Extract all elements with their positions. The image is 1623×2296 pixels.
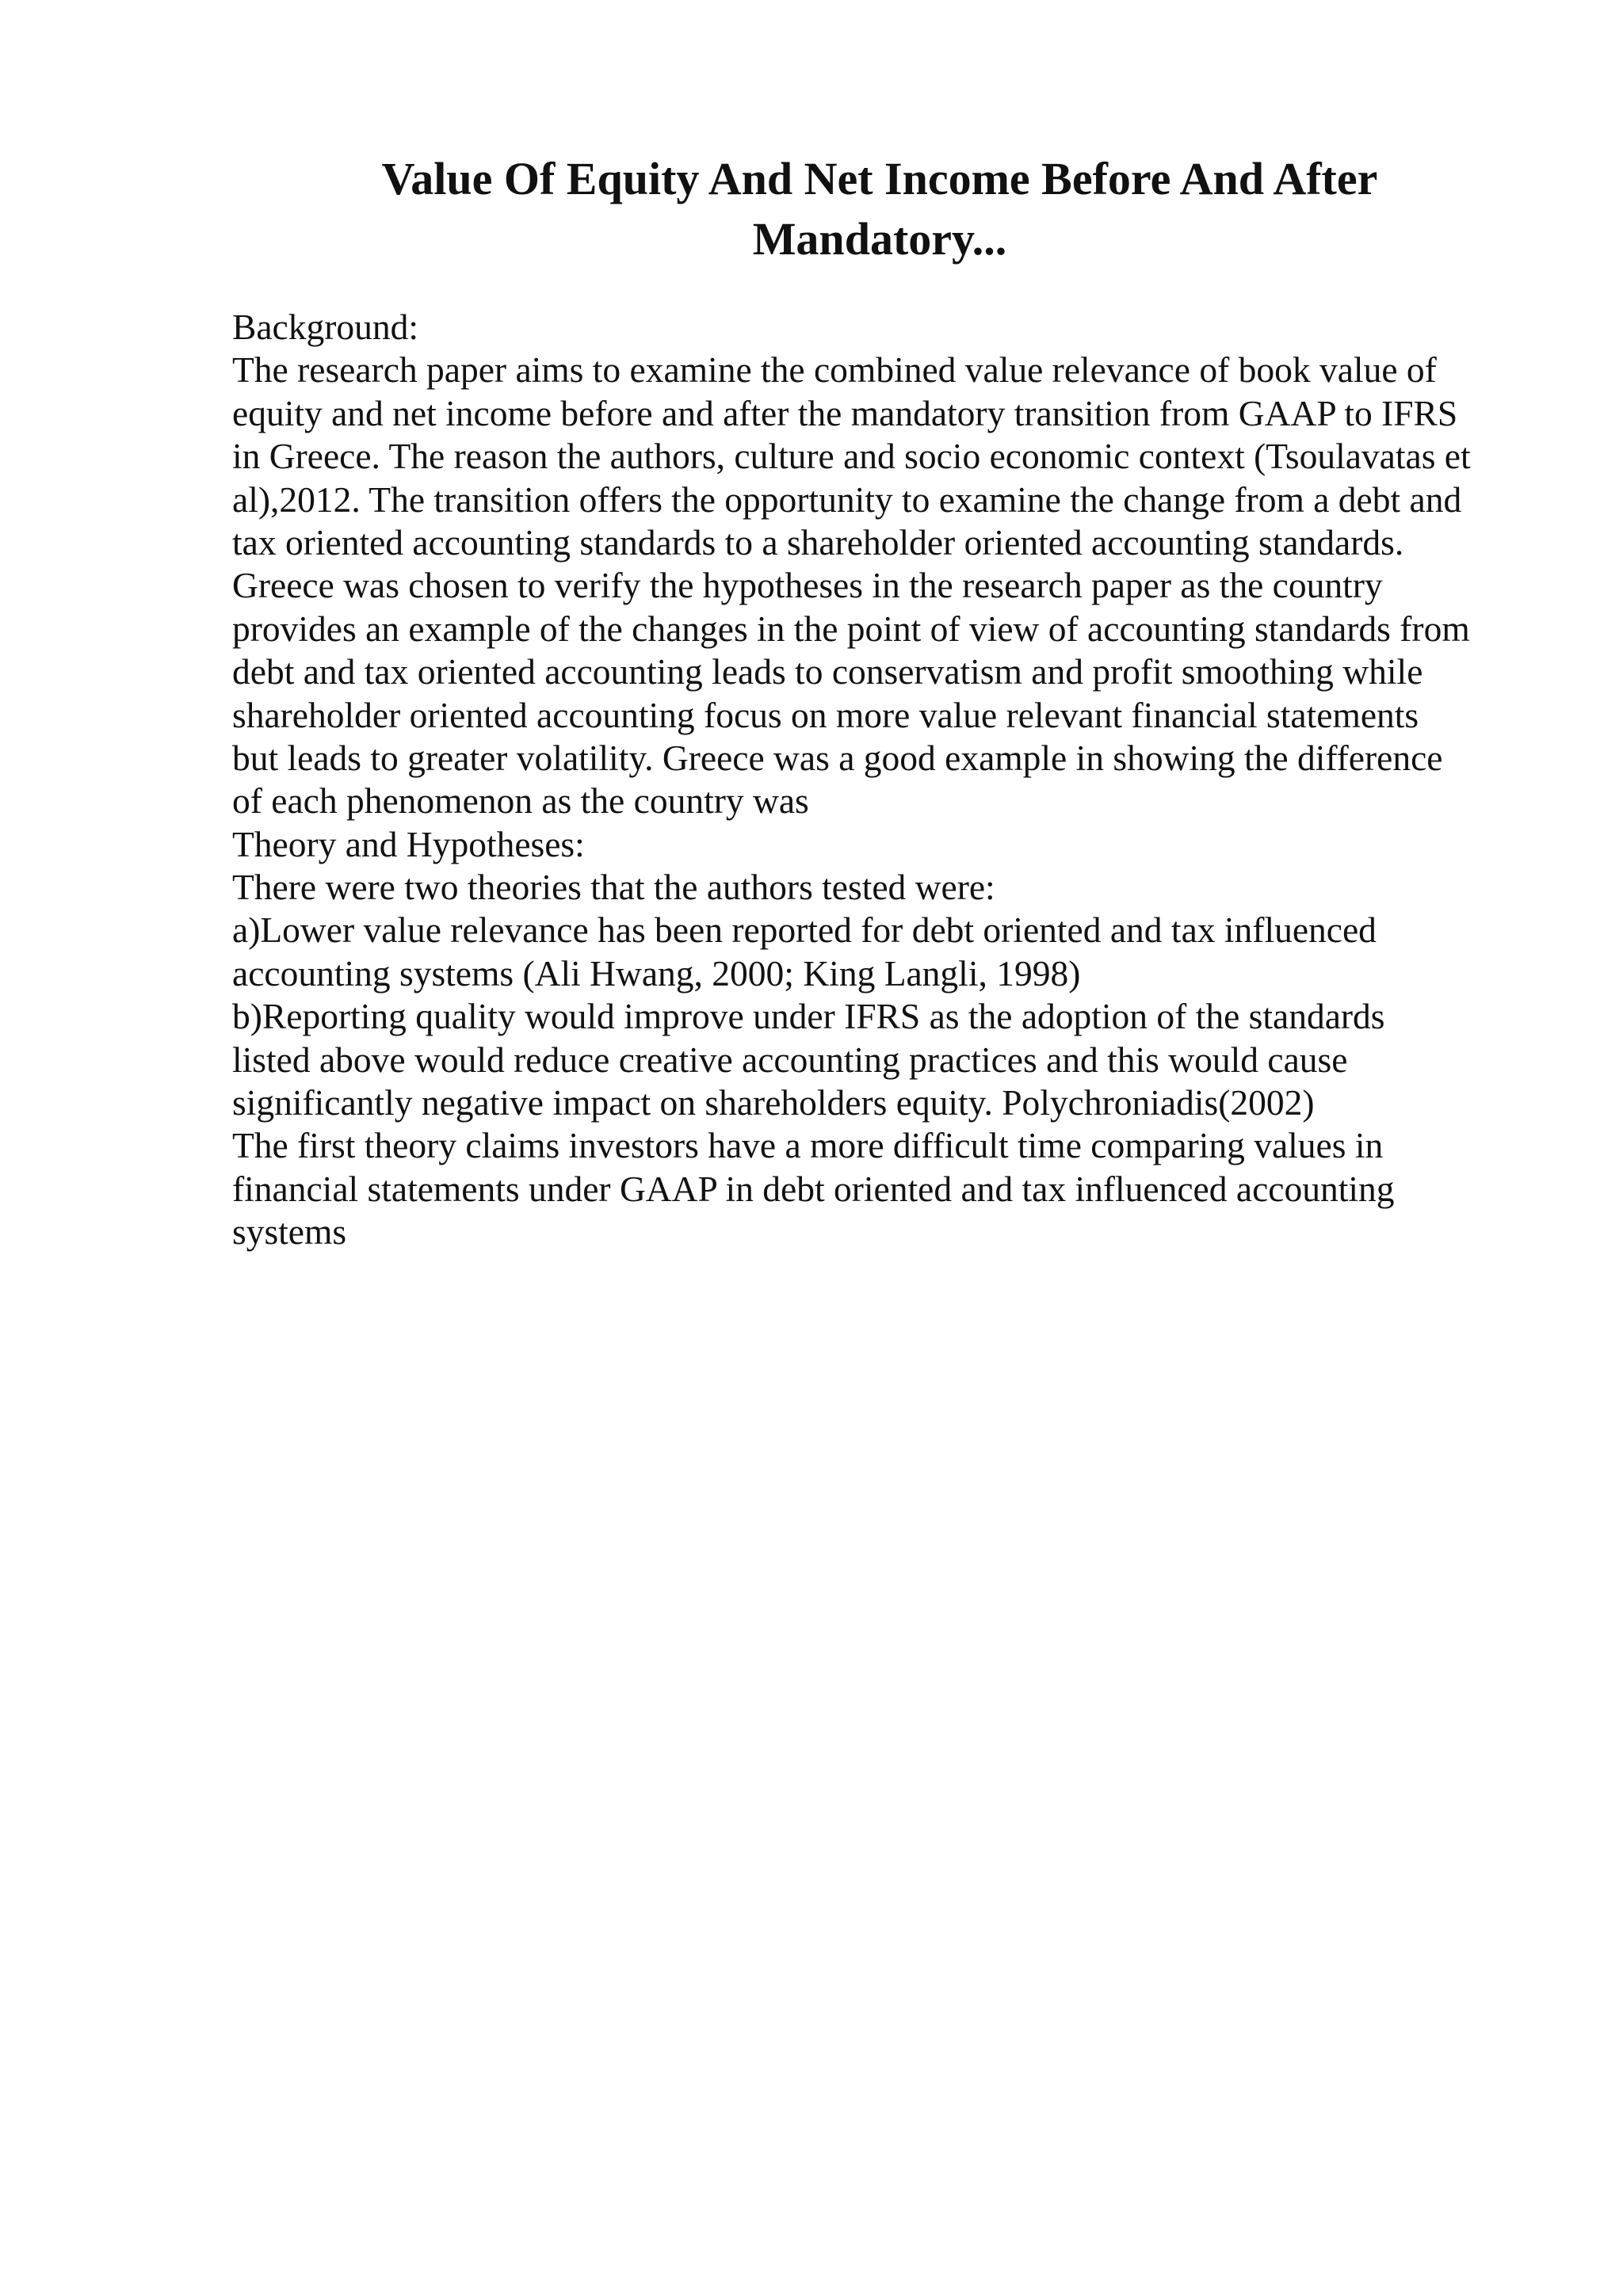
body-text-line: listed above would reduce creative accounting practices and this would cause — [232, 1039, 1348, 1080]
body-text-line: debt and tax oriented accounting leads to conservatism and profit smoothing while — [232, 651, 1423, 692]
body-text-line: significantly negative impact on shareholders equity. Polychroniadis(2002) — [232, 1082, 1315, 1123]
document-title — [301, 149, 1458, 269]
body-text-line: tax oriented accounting standards to a shareholder oriented accounting standards. — [232, 521, 1404, 563]
body-text-line: accounting systems (Ali Hwang, 2000; King Langli, 1998) — [232, 952, 1081, 994]
section-heading-background: Background: — [232, 307, 419, 347]
body-text-line: a)Lower value relevance has been reported for debt oriented and tax influenced — [232, 910, 1377, 951]
body-text-line: provides an example of the changes in the point of view of accounting standards from — [232, 608, 1470, 649]
body-text-line: The first theory claims investors have a more difficult time comparing values in — [232, 1125, 1384, 1166]
body-text-line: but leads to greater volatility. Greece was a good example in showing the difference — [232, 737, 1443, 778]
title-line: Mandatory... — [752, 213, 1007, 265]
body-text-line: There were two theories that the authors tested were: — [232, 867, 995, 908]
section-heading-theory: Theory and Hypotheses: — [232, 823, 585, 864]
body-text-line: Greece was chosen to verify the hypotheses in the research paper as the country — [232, 565, 1383, 606]
body-text-line: financial statements under GAAP in debt oriented and tax influenced accounting — [232, 1168, 1395, 1209]
body-text-line: equity and net income before and after the mandatory transition from GAAP to IFRS — [232, 392, 1458, 433]
body-text-line: The research paper aims to examine the combined value relevance of book value of — [232, 349, 1437, 391]
document-body — [232, 306, 1516, 1254]
body-text-line: al),2012. The transition offers the opportunity to examine the change from a debt and — [232, 479, 1462, 520]
body-text-line: in Greece. The reason the authors, culture and socio economic context (Tsoulavatas et — [232, 436, 1471, 477]
body-text-line: b)Reporting quality would improve under IFRS as the adoption of the standards — [232, 996, 1385, 1037]
body-text-line: shareholder oriented accounting focus on more value relevant financial statements — [232, 694, 1419, 735]
body-text-line: systems — [232, 1211, 347, 1253]
title-line: Value Of Equity And Net Income Before And After — [381, 153, 1378, 204]
body-text-line: of each phenomenon as the country was — [232, 780, 809, 822]
